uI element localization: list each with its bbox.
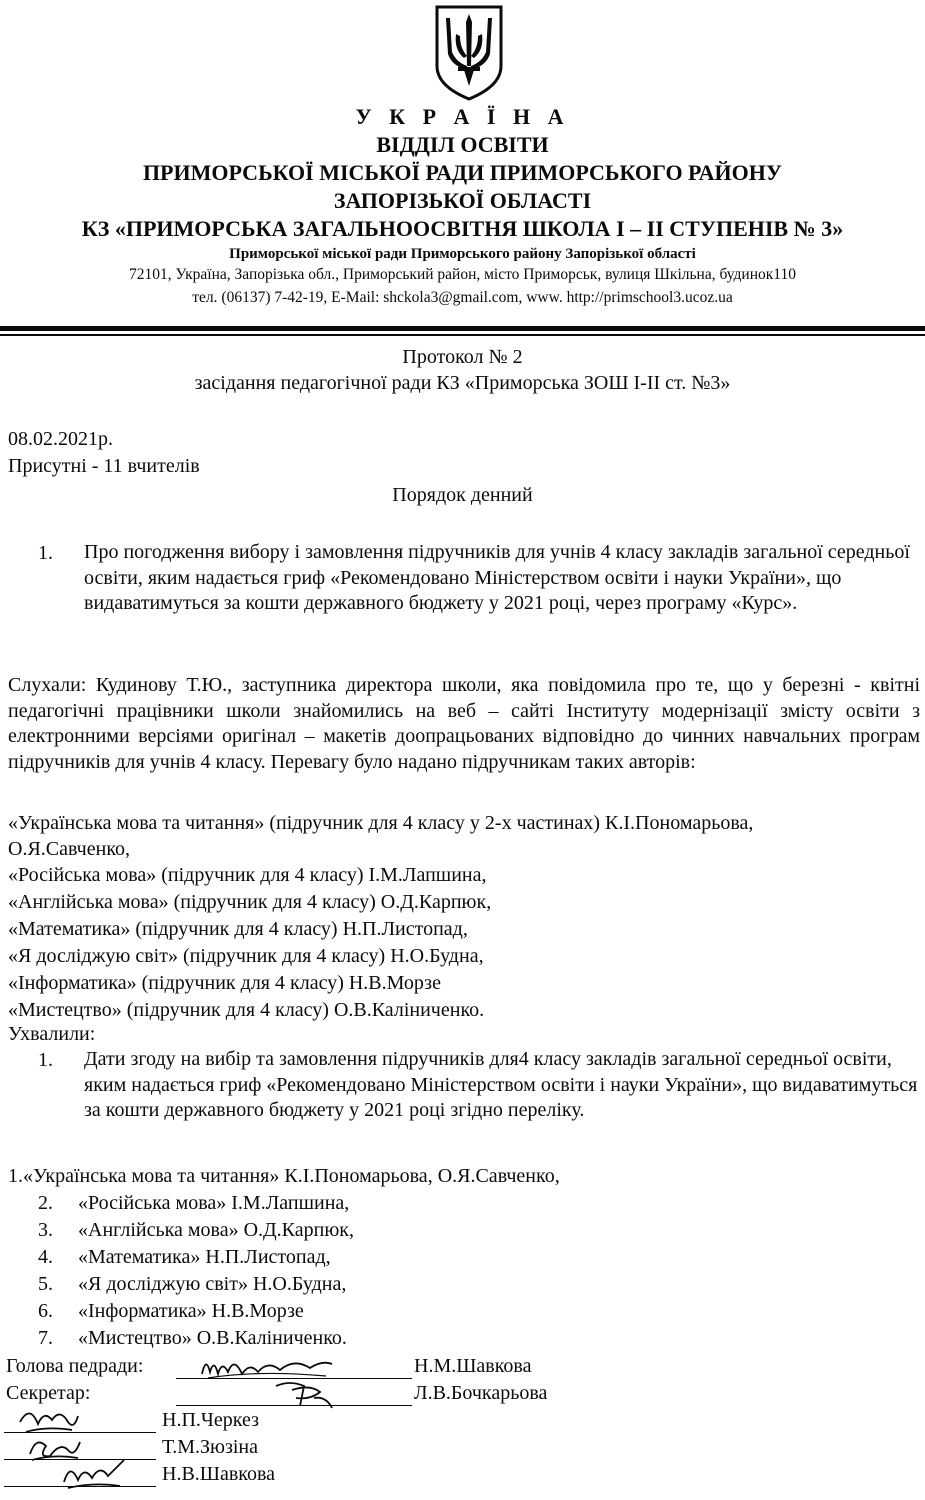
resolved-list-item xyxy=(8,1163,560,1189)
header-region: ЗАПОРІЗЬКОЇ ОБЛАСТІ xyxy=(333,188,592,213)
resolved-list-item xyxy=(38,1325,347,1351)
header-country: У К Р А Ї Н А xyxy=(355,104,570,129)
resolved-list-item xyxy=(38,1244,331,1270)
list-text: «Мистецтво» О.В.Каліниченко. xyxy=(78,1327,347,1349)
coat-of-arms-icon xyxy=(434,4,504,102)
book-line: «Інформатика» (підручник для 4 класу) Н.В.Морзе xyxy=(8,972,441,994)
resolved-list-item xyxy=(38,1217,354,1243)
header-divider-thin xyxy=(0,334,925,336)
header-council: ПРИМОРСЬКОЇ МІСЬКОЇ РАДИ ПРИМОРСЬКОГО РАЙОНУ xyxy=(142,160,783,185)
member-name: Т.М.Зюзіна xyxy=(162,1436,258,1458)
chair-label: Голова педради: xyxy=(6,1355,144,1377)
header-school: КЗ «ПРИМОРСЬКА ЗАГАЛЬНООСВІТНЯ ШКОЛА І – ІІ СТУПЕНІВ № 3» xyxy=(81,216,844,241)
book-line: «Російська мова» (підручник для 4 класу) І.М.Лапшина, xyxy=(8,864,487,886)
header-department: ВІДДІЛ ОСВІТИ xyxy=(376,132,549,157)
secretary-label: Секретар: xyxy=(6,1382,91,1404)
resolved-text: Дати згоду на вибір та замовлення підручників для4 класу закладів загальної середньої освіти, яким надається гриф «Рекомендовано Міністерством освіти і науки України», що видаватимуться за кошти державного бюджету у 2021 році згідно переліку. xyxy=(84,1048,918,1121)
list-number: 3. xyxy=(38,1219,53,1241)
resolved-list-item xyxy=(38,1298,304,1324)
list-number: 6. xyxy=(38,1300,53,1322)
member-name: Н.В.Шавкова xyxy=(162,1463,276,1485)
resolved-list-item xyxy=(38,1271,347,1297)
secretary-name: Л.В.Бочкарьова xyxy=(414,1382,548,1404)
book-line: «Українська мова та читання» (підручник для 4 класу у 2-х частинах) К.І.Пономарьова, xyxy=(8,812,754,834)
agenda-number: 1. xyxy=(38,542,53,564)
list-text: «Інформатика» Н.В.Морзе xyxy=(78,1300,304,1322)
header-school-sub: Приморської міської ради Приморського району Запорізької області xyxy=(229,246,696,262)
list-number: 7. xyxy=(38,1327,53,1349)
protocol-title: Протокол № 2 xyxy=(402,346,523,368)
book-line: О.Я.Савченко, xyxy=(8,838,131,860)
member-signature-icon xyxy=(60,1456,130,1492)
list-number: 4. xyxy=(38,1246,53,1268)
header-address: 72101, Україна, Запорізька обл., Приморський район, місто Приморськ, вулиця Шкільна, будинок110 xyxy=(129,266,796,283)
list-text: «Математика» Н.П.Листопад, xyxy=(78,1246,331,1268)
header-contacts: тел. (06137) 7-42-19, E-Mail: shckola3@gmail.com, www. http://primschool3.ucoz.ua xyxy=(192,289,733,306)
chair-name: Н.М.Шавкова xyxy=(414,1355,532,1377)
protocol-date: 08.02.2021р. xyxy=(8,428,113,450)
resolved-number: 1. xyxy=(38,1049,53,1071)
heard-paragraph: Слухали: Кудинову Т.Ю., заступника директора школи, яка повідомила про те, що у березні - квітні педагогічні працівники школи знайомились на веб – сайті Інституту модернізації змісту освіти з електронними версіями оригінал – макетів доопрацьованих відповідно до чинних навчальних програм підручників для учнів 4 класу. Перевагу було надано підручникам таких авторів: xyxy=(8,674,920,773)
book-line: «Мистецтво» (підручник для 4 класу) О.В.Каліниченко. xyxy=(8,999,485,1021)
book-line: «Англійська мова» (підручник для 4 класу) О.Д.Карпюк, xyxy=(8,891,492,913)
agenda-title: Порядок денний xyxy=(392,484,533,506)
list-number: 1. xyxy=(8,1165,23,1187)
list-number: 2. xyxy=(38,1192,53,1214)
header-divider-thick xyxy=(0,326,925,331)
list-text: «Українська мова та читання» К.І.Пономарьова, О.Я.Савченко, xyxy=(23,1165,560,1187)
agenda-item: Про погодження вибору і замовлення підручників для учнів 4 класу закладів загальної середньої освіти, яким надається гриф «Рекомендовано Міністерством освіти і науки України», що видаватимуться за кошти державного бюджету у 2021 році, через програму «Курс». xyxy=(84,541,910,614)
list-number: 5. xyxy=(38,1273,53,1295)
secretary-signature-icon xyxy=(270,1378,340,1412)
member-name: Н.П.Черкез xyxy=(162,1409,260,1431)
book-line: «Я досліджую світ» (підручник для 4 класу) Н.О.Будна, xyxy=(8,945,484,967)
protocol-subtitle: засідання педагогічної ради КЗ «Приморська ЗОШ І-ІІ ст. №3» xyxy=(194,372,731,394)
list-text: «Російська мова» І.М.Лапшина, xyxy=(78,1192,350,1214)
book-line: «Математика» (підручник для 4 класу) Н.П.Листопад, xyxy=(8,918,468,940)
resolved-label: Ухвалили: xyxy=(8,1023,96,1045)
resolved-list-item xyxy=(38,1190,350,1216)
protocol-present: Присутні - 11 вчителів xyxy=(8,455,200,477)
list-text: «Я досліджую світ» Н.О.Будна, xyxy=(78,1273,347,1295)
list-text: «Англійська мова» О.Д.Карпюк, xyxy=(78,1219,354,1241)
